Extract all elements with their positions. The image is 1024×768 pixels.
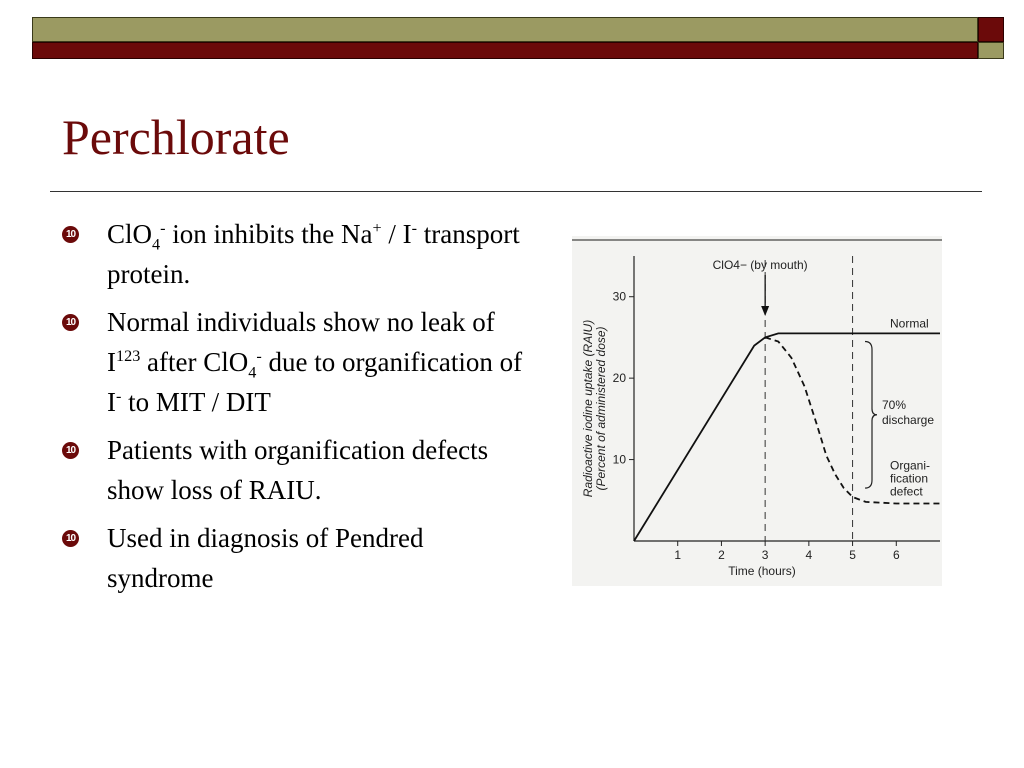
bullet-marker-icon: 10	[62, 226, 79, 243]
discharge-label-line2: discharge	[882, 412, 935, 427]
bullet-text	[107, 307, 522, 417]
y-tick-label: 10	[612, 452, 626, 467]
bullet-text-run: 4	[248, 363, 257, 382]
x-tick-label: 1	[674, 548, 682, 562]
header-maroon-band	[32, 42, 978, 59]
bullet-text-run: transport protein.	[107, 219, 520, 289]
bullet-text-run: 4	[152, 235, 161, 254]
bullet-text-run: Normal individuals show no leak of I	[107, 307, 495, 377]
bullet-text-run: 123	[116, 347, 141, 365]
y-tick-label: 30	[612, 289, 626, 304]
discharge-bracket	[865, 342, 877, 489]
defect-series-label: defect	[890, 484, 923, 499]
bullet-text-run: -	[411, 219, 418, 237]
bullet-text-run: to MIT / DIT	[121, 387, 271, 417]
normal-series-label: Normal	[890, 316, 929, 331]
bullet-text-run: -	[116, 387, 122, 405]
bullet-text	[107, 523, 423, 593]
raiu-chart	[572, 236, 942, 586]
bullet-marker-icon: 10	[62, 442, 79, 459]
bullet-text-run: -	[160, 219, 166, 237]
bullet-marker-icon: 10	[62, 314, 79, 331]
bullet-text-run: Patients with organification defects show loss of RAIU.	[107, 435, 489, 505]
defect-series-label: Organi-	[890, 458, 931, 473]
header-bar	[0, 0, 1024, 62]
bullet-list	[62, 214, 532, 606]
x-tick-label: 4	[805, 548, 813, 562]
bullet-text-run: / I	[381, 219, 412, 249]
bullet-text-run: +	[372, 219, 382, 237]
header-corner-square-olive	[978, 42, 1004, 59]
bullet-marker-icon: 10	[62, 530, 79, 547]
event-label: ClO4− (by mouth)	[712, 258, 808, 272]
y-axis-label-units: (Percent of administered dose)	[594, 326, 608, 491]
header-corner-square-maroon	[978, 17, 1004, 42]
bullet-item	[62, 518, 532, 598]
raiu-figure	[572, 236, 942, 586]
bullet-text-run: -	[256, 347, 262, 365]
bullet-text	[107, 219, 520, 289]
bullet-item	[62, 214, 532, 294]
x-tick-label: 5	[849, 548, 856, 562]
bullet-text	[107, 435, 488, 505]
x-tick-label: 3	[761, 548, 769, 562]
y-axis-label: Radioactive iodine uptake (RAIU)	[581, 319, 595, 498]
bullet-text-run: ion inhibits the Na	[165, 219, 373, 249]
series-line-normal	[634, 333, 940, 541]
x-tick-label: 6	[892, 548, 900, 562]
title-divider	[50, 191, 982, 192]
x-tick-label: 2	[718, 548, 725, 562]
bullet-item	[62, 430, 532, 510]
bullet-item	[62, 302, 532, 422]
bullet-text-run: after ClO	[140, 347, 249, 377]
x-axis-label: Time (hours)	[728, 564, 796, 578]
y-tick-label: 20	[612, 371, 626, 386]
header-olive-band	[32, 17, 978, 42]
discharge-label-line1: 70%	[882, 397, 907, 412]
event-arrow-head	[761, 306, 769, 316]
defect-series-label: fication	[890, 471, 929, 486]
bullet-text-run: Used in diagnosis of Pendred syndrome	[107, 523, 424, 593]
bullet-text-run: due to organification of I	[107, 347, 523, 417]
page-title: Perchlorate	[62, 109, 290, 165]
bullet-text-run: ClO	[107, 219, 153, 249]
